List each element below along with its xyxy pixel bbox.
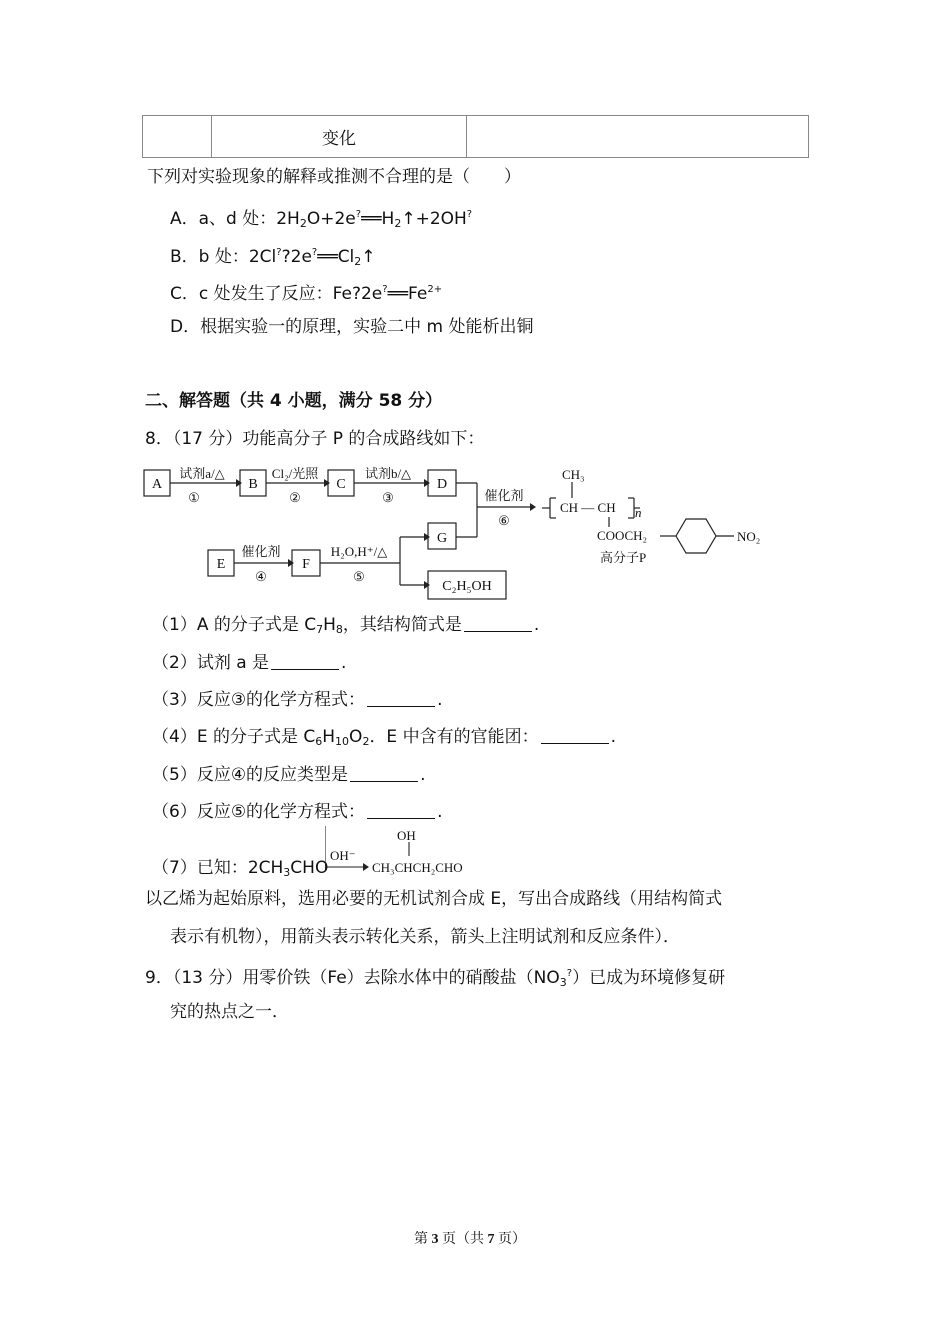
- arrow-label-2: Cl₂/光照: [271, 466, 319, 481]
- option-c: C．c 处发生了反应：$Fe?2e^?══Fe^{2+}$: [170, 284, 443, 304]
- option-b: B．b 处：$2Cl^??2e^?══Cl_2↑$: [170, 247, 376, 268]
- arrow-label-6: 催化剂: [484, 488, 524, 503]
- aldol-reagent: OH⁻: [330, 848, 356, 863]
- experiment-table: [142, 115, 809, 158]
- page-footer: 第 3 页（共 7 页）: [414, 1232, 526, 1247]
- synthesis-scheme: [142, 460, 772, 602]
- option-d: D．根据实验一的原理，实验二中 m 处能析出铜: [170, 317, 534, 337]
- section-title: 二、解答题（共 4 小题，满分 58 分）: [145, 391, 443, 411]
- box-f-label: F: [302, 557, 310, 572]
- polymer-no2: NO₂: [737, 529, 761, 544]
- step-3: ③: [382, 490, 394, 505]
- option-a: A．a、d 处：$2H_2O+2e^?══H_2↑+2OH^?$: [170, 209, 473, 230]
- q8-sub6: （6）反应⑤的化学方程式： .: [152, 802, 443, 822]
- polymer-backbone: CH — CH: [560, 500, 616, 515]
- q9-line1: 9．（13 分）用零价铁（Fe）去除水体中的硝酸盐$(NO_3^?)$已成为环境修复研: [145, 968, 726, 989]
- q9-line2: 究的热点之一．: [170, 1002, 289, 1022]
- q8-sub7: （7）已知：$2CH_3CHO$: [152, 858, 329, 879]
- box-d-label: D: [436, 477, 448, 492]
- answer-blank-1: [464, 615, 532, 632]
- question-stem: 下列对实验现象的解释或推测不合理的是（ ）: [147, 167, 521, 187]
- scheme-stroke: [363, 863, 369, 871]
- table-cell-empty-2: [467, 116, 809, 158]
- polymer-n: n: [635, 505, 642, 520]
- box-b-label: B: [248, 477, 258, 492]
- answer-blank-6: [367, 802, 435, 819]
- q8-sub5: （5）反应④的反应类型是 .: [152, 765, 426, 785]
- box-g-label: G: [436, 531, 448, 546]
- polymer-ch3: CH₃: [562, 467, 585, 482]
- arrow-label-4: 催化剂: [241, 544, 281, 559]
- step-4: ④: [255, 569, 267, 584]
- aldol-reaction: [325, 826, 485, 878]
- polymer-label: 高分子P: [600, 550, 647, 565]
- box-a-label: A: [151, 477, 163, 492]
- q8-sub4: （4）E 的分子式是 $C_6H_{10}O_2$．E 中含有的官能团： .: [152, 727, 616, 748]
- answer-blank-3: [367, 690, 435, 707]
- q8-sub3: （3）反应③的化学方程式： .: [152, 690, 443, 710]
- box-c-label: C: [336, 477, 346, 492]
- step-1: ①: [188, 490, 200, 505]
- arrow-label-1: 试剂a/△: [179, 466, 225, 481]
- step-6: ⑥: [498, 513, 510, 528]
- aldol-oh: OH: [397, 828, 416, 843]
- answer-blank-2: [271, 653, 339, 670]
- step-2: ②: [289, 490, 301, 505]
- q8-sub1: （1）A 的分子式是 $C_7H_8$，其结构简式是 .: [152, 615, 540, 636]
- table-cell-label: 变化: [212, 116, 467, 158]
- polymer-ester: COOCH₂: [597, 528, 648, 543]
- q8-sub7-text1: 以乙烯为起始原料，选用必要的无机试剂合成 E，写出合成路线（用结构简式: [145, 889, 723, 909]
- answer-blank-4: [541, 727, 609, 744]
- table-cell-empty: [143, 116, 212, 158]
- step-5: ⑤: [353, 569, 365, 584]
- box-ethanol-label: C₂H₅OH: [442, 579, 492, 594]
- aldol-product: CH₃CHCH₂CHO: [372, 860, 463, 875]
- q8-title: 8．（17 分）功能高分子 P 的合成路线如下：: [145, 429, 485, 449]
- answer-blank-5: [350, 765, 418, 782]
- arrow-label-5: H₂O,H⁺/△: [330, 544, 388, 559]
- q8-sub7-text2: 表示有机物），用箭头表示转化关系，箭头上注明试剂和反应条件）．: [170, 927, 680, 947]
- arrow-label-3: 试剂b/△: [364, 466, 412, 481]
- q8-sub2: （2）试剂 a 是 .: [152, 653, 347, 673]
- box-e-label: E: [216, 557, 226, 572]
